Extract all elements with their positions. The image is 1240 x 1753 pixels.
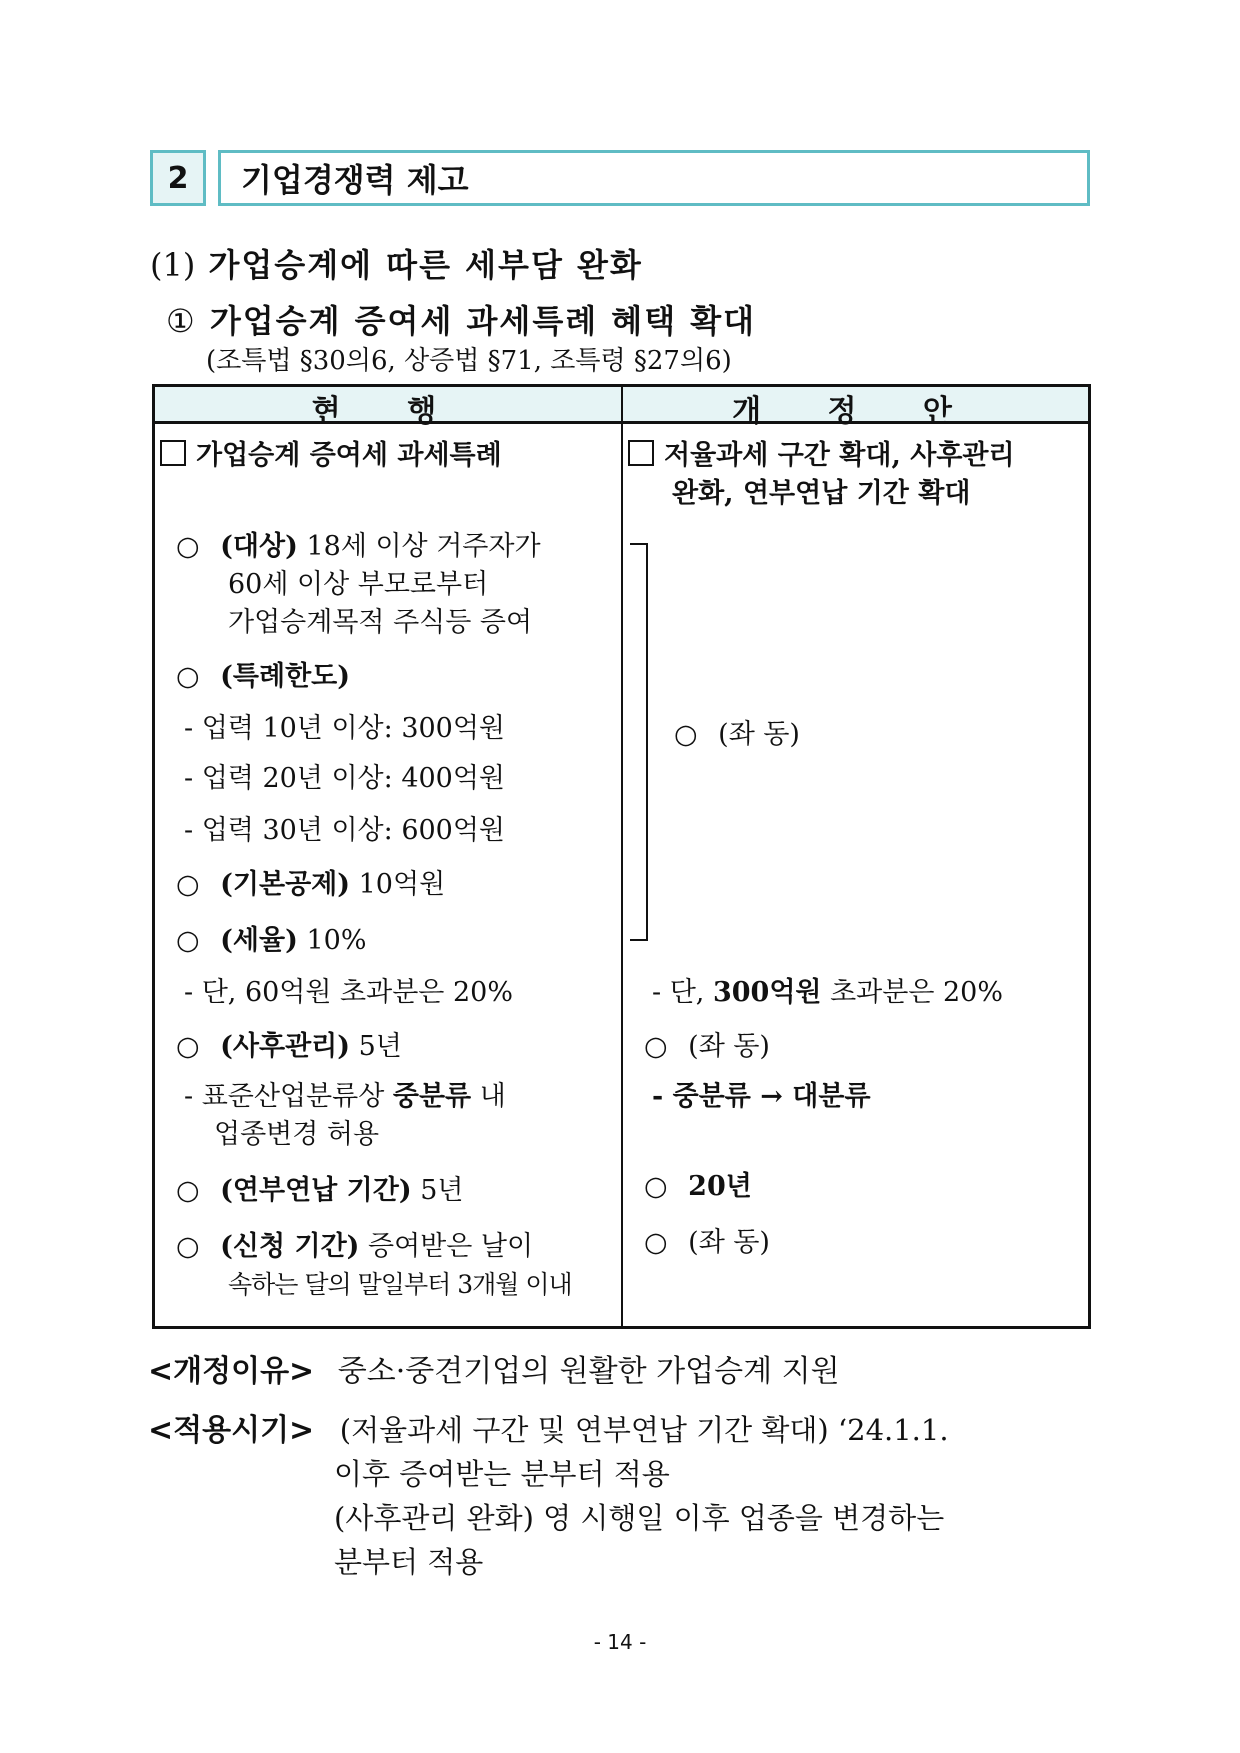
- post-text: 5년: [350, 1031, 402, 1062]
- current-installment: [176, 1172, 463, 1210]
- current-title-text: 가업승계 증여세 과세특례: [196, 440, 502, 471]
- bullet-icon: ○: [176, 925, 200, 956]
- deduction-label: (기본공제): [220, 869, 351, 900]
- heading-1-text: 가업승계에 따른 세부담 완화: [208, 246, 643, 284]
- bullet-icon: ○: [176, 531, 200, 562]
- section-number: 2: [150, 150, 206, 206]
- proposed-title-1: [628, 437, 1015, 475]
- current-limit: [176, 658, 350, 696]
- proposed-title-1-text: 저율과세 구간 확대, 사후관리: [664, 440, 1015, 471]
- installment-label: (연부연납 기간): [220, 1175, 412, 1206]
- heading-2-text: 가업승계 증여세 과세특례 혜택 확대: [209, 302, 757, 340]
- proposed-apply-same: [644, 1224, 770, 1262]
- law-reference: (조특법 §30의6, 상증법 §71, 조특령 §27의6): [206, 346, 732, 376]
- effective-line-3: (사후관리 완화) 영 시행일 이후 업종을 변경하는: [334, 1501, 945, 1535]
- bullet-icon: ○: [176, 661, 200, 692]
- post-sub-1-c: 내: [471, 1081, 506, 1112]
- header-proposed: 개 정 안: [732, 394, 980, 429]
- post-sub-1-b: 중분류: [392, 1081, 472, 1112]
- page-number: - 14 -: [593, 1630, 647, 1654]
- effective-line-2: 이후 증여받는 분부터 적용: [334, 1457, 670, 1491]
- proposed-post-same: [644, 1028, 770, 1066]
- current-target: [176, 528, 541, 566]
- heading-2-number: ①: [166, 302, 197, 340]
- target-text-3: 가업승계목적 주식등 증여: [228, 607, 533, 638]
- bullet-icon: ○: [176, 1231, 200, 1262]
- apply-text-1: 증여받은 날이: [359, 1231, 534, 1262]
- checkbox-square-icon: [160, 440, 186, 466]
- effective-line-4: 분부터 적용: [334, 1545, 484, 1579]
- proposed-rate-sub: [652, 974, 1003, 1012]
- section-title: 기업경쟁력 제고: [218, 150, 1090, 206]
- proposed-rate-sub-b: 300억원: [712, 977, 822, 1008]
- proposed-post-change: - 중분류 → 대분류: [652, 1081, 871, 1112]
- proposed-rate-sub-a: - 단,: [652, 977, 713, 1008]
- current-rate: [176, 922, 366, 960]
- installment-text: 5년: [411, 1175, 464, 1206]
- current-deduction: [176, 866, 445, 904]
- reason-text: 중소·중견기업의 원활한 가업승계 지원: [337, 1354, 840, 1389]
- same-as-left-bracket: [630, 543, 648, 941]
- bullet-icon: ○: [644, 1171, 668, 1202]
- current-apply-period: [176, 1228, 533, 1266]
- header-current: 현 행: [311, 394, 465, 429]
- current-title: [160, 437, 502, 475]
- post-sub-2: 업종변경 허용: [214, 1119, 380, 1150]
- post-sub-1: [184, 1078, 506, 1116]
- checkbox-square-icon: [628, 440, 654, 466]
- deduction-text: 10억원: [350, 869, 446, 900]
- post-same-text: (좌 동): [688, 1031, 770, 1062]
- column-divider: [621, 384, 623, 1329]
- apply-text-2: 속하는 달의 말일부터 3개월 이내: [228, 1270, 572, 1299]
- proposed-rate-sub-c: 초과분은 20%: [821, 977, 1003, 1008]
- target-text-1: 18세 이상 거주자가: [297, 531, 541, 562]
- effective-line-1: (저율과세 구간 및 연부연납 기간 확대) ‘24.1.1.: [339, 1413, 949, 1447]
- limit-label: (특례한도): [220, 661, 351, 692]
- same-text: (좌 동): [718, 719, 800, 750]
- heading-1: [150, 240, 643, 286]
- bullet-icon: ○: [644, 1227, 668, 1258]
- heading-1-number: (1): [150, 246, 196, 284]
- bullet-icon: ○: [644, 1031, 668, 1062]
- heading-2: [166, 296, 756, 342]
- post-label: (사후관리): [220, 1031, 351, 1062]
- rate-label: (세율): [220, 925, 298, 956]
- limit-30y: - 업력 30년 이상: 600억원: [184, 815, 506, 846]
- reason-label: <개정이유>: [148, 1354, 315, 1389]
- bullet-icon: ○: [674, 719, 698, 750]
- proposed-installment: [644, 1168, 752, 1206]
- apply-same-text: (좌 동): [688, 1227, 770, 1258]
- post-sub-1-a: - 표준산업분류상: [184, 1081, 393, 1112]
- current-post-management: [176, 1028, 402, 1066]
- proposed-installment-text: 20년: [688, 1171, 752, 1202]
- rate-text: 10%: [297, 925, 367, 956]
- reason-row: [148, 1352, 840, 1392]
- target-text-2: 60세 이상 부모로부터: [228, 569, 489, 600]
- effective-label: <적용시기>: [148, 1413, 315, 1448]
- bullet-icon: ○: [176, 1031, 200, 1062]
- limit-20y: - 업력 20년 이상: 400억원: [184, 763, 506, 794]
- bullet-icon: ○: [176, 869, 200, 900]
- apply-label: (신청 기간): [220, 1231, 360, 1262]
- limit-10y: - 업력 10년 이상: 300억원: [184, 713, 506, 744]
- proposed-same-1: [674, 716, 800, 754]
- bullet-icon: ○: [176, 1175, 200, 1206]
- target-label: (대상): [220, 531, 298, 562]
- effective-row: [148, 1410, 949, 1451]
- rate-sub: - 단, 60억원 초과분은 20%: [184, 977, 513, 1008]
- proposed-title-2: 완화, 연부연납 기간 확대: [672, 478, 971, 509]
